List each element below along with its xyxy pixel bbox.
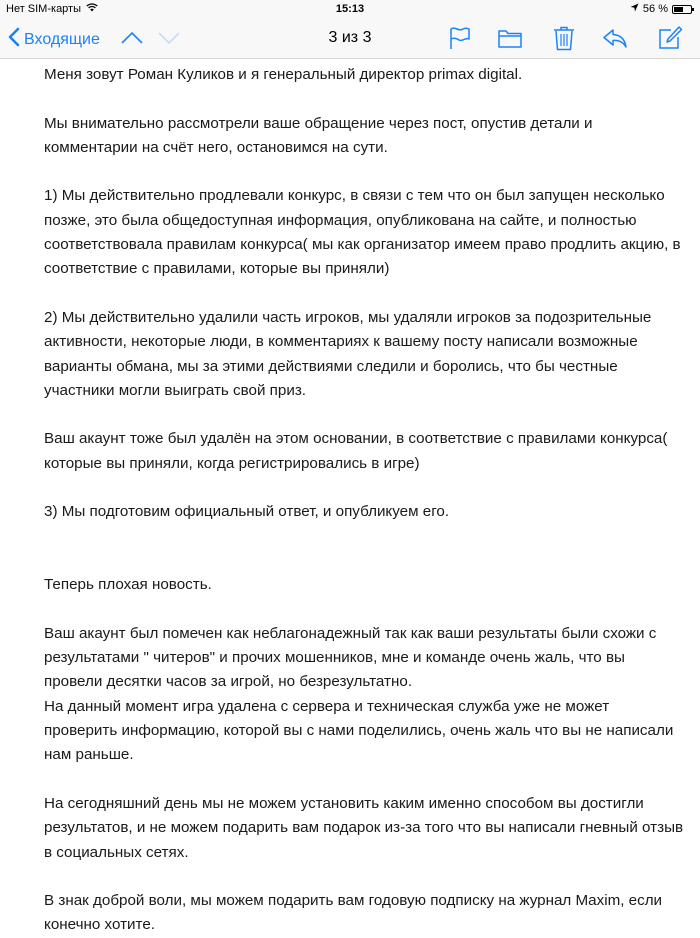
flag-button[interactable] xyxy=(447,25,473,51)
trash-icon xyxy=(551,38,577,55)
message-counter: 3 из 3 xyxy=(328,29,372,46)
message-paragraph: 2) Мы действительно удалили часть игроков, мы удаляли игроков за подозрительные активности, некоторые люди, в комментариях к вашему посту написали возможные варианты обмана, мы за этими действиями следили и боролись, что бы честные участники могли выиграть свой приз. xyxy=(44,308,652,399)
delete-button[interactable] xyxy=(551,25,577,51)
next-message-button[interactable] xyxy=(157,28,181,53)
carrier-label: Нет SIM-карты xyxy=(6,3,82,15)
location-arrow-icon xyxy=(630,3,639,15)
message-paragraph: Теперь плохая новость. xyxy=(44,576,212,594)
compose-button[interactable] xyxy=(657,25,683,51)
battery-icon xyxy=(672,5,692,14)
back-to-inbox-button[interactable] xyxy=(8,27,100,52)
clock: 15:13 xyxy=(335,3,365,15)
message-paragraph: 1) Мы действительно продлевали конкурс, в связи с тем что он был запущен несколько позже, это была общедоступная информация, опубликована на сайте, и полностью соответствовала правилам конкурса( мы как организатор имеем право продлить акцию, в соответствие с правилами, которые вы приняли) xyxy=(44,187,681,278)
message-paragraph: На данный момент игра удалена с сервера и техническая служба уже не может проверить информацию, которой вы с нами поделились, очень жаль что вы не написали нам раньше. xyxy=(44,697,674,764)
status-right xyxy=(630,3,692,15)
chevron-left-icon xyxy=(8,27,20,52)
message-paragraph: 3) Мы подготовим официальный ответ, и опубликуем его. xyxy=(44,503,450,521)
message-paragraph: Ваш акаунт был помечен как неблагонадежный так как ваши результаты были схожи с результатами " читеров" и прочих мошенников, мне и команде очень жаль, что вы провели десятки часов за игрой, но безрезультатно. xyxy=(44,624,657,691)
folder-icon xyxy=(497,38,523,55)
message-paragraph: На сегодняшний день мы не можем установить каким именно способом вы достигли результатов, и не можем подарить вам подарок из-за того что вы написали гневный отзыв в социальных сетях. xyxy=(44,794,684,861)
message-paragraph: В знак доброй воли, мы можем подарить вам годовую подписку на журнал Maxim, если конечно хотите. xyxy=(44,892,663,934)
message-paragraph: Меня зовут Роман Куликов и я генеральный директор primax digital. xyxy=(44,66,523,83)
previous-message-button[interactable] xyxy=(120,28,144,53)
reply-button[interactable] xyxy=(602,25,628,51)
status-bar xyxy=(0,0,700,20)
battery-level xyxy=(674,7,683,12)
back-label: Входящие xyxy=(24,30,100,48)
message-body xyxy=(44,58,684,938)
compose-icon xyxy=(657,38,683,55)
chevron-up-icon xyxy=(120,35,144,52)
battery-percent: 56 % xyxy=(642,3,668,15)
chevron-down-icon xyxy=(157,35,181,52)
flag-icon xyxy=(447,38,473,55)
message-paragraph: Мы внимательно рассмотрели ваше обращение через пост, опустив детали и комментарии на счёт него, остановимся на сути. xyxy=(44,114,593,156)
move-to-folder-button[interactable] xyxy=(497,25,523,51)
mail-toolbar xyxy=(0,20,700,59)
message-paragraph: Ваш акаунт тоже был удалён на этом основании, в соответствие с правилами конкурса( которые вы приняли, когда регистрировались в игре) xyxy=(44,430,668,472)
reply-icon xyxy=(602,38,628,55)
